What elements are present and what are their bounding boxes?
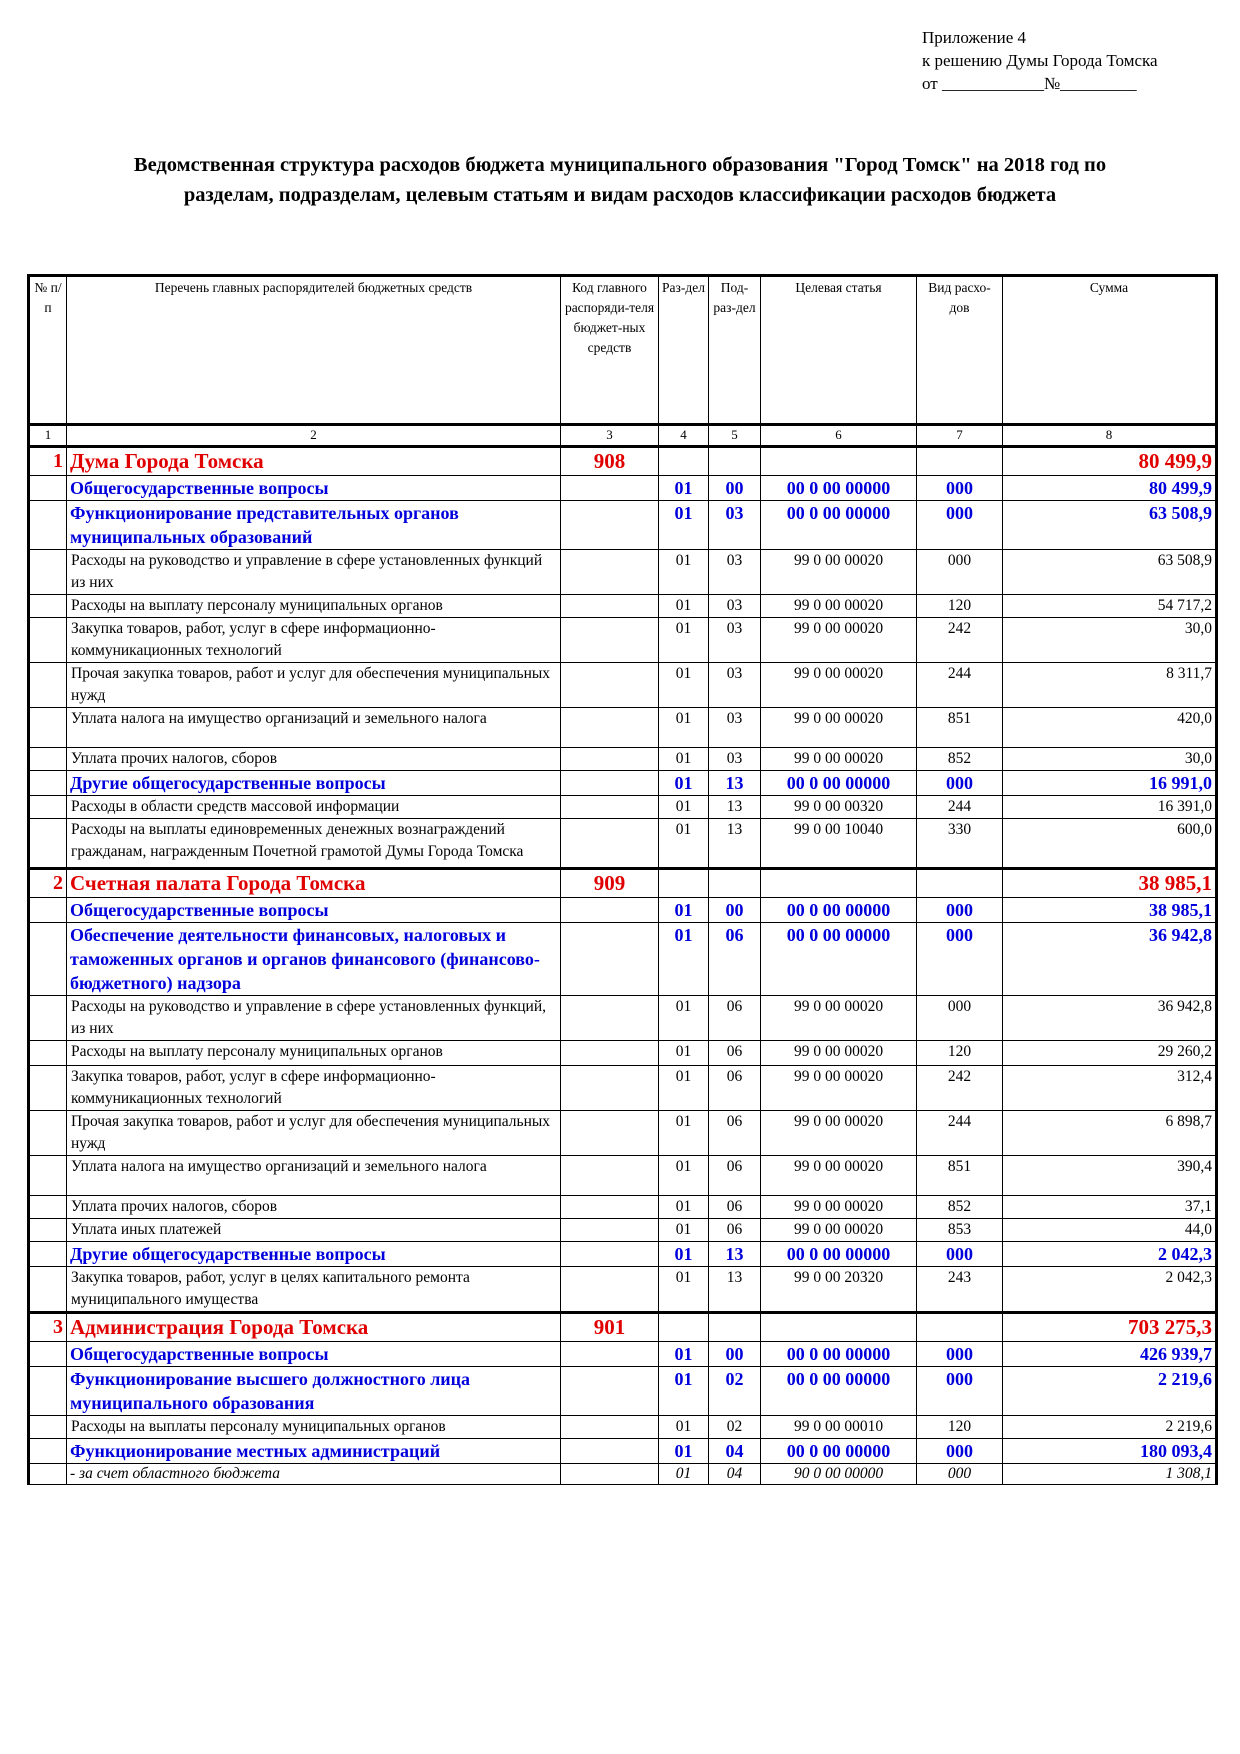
row-code bbox=[561, 1156, 659, 1196]
table-row-section bbox=[29, 1439, 1217, 1464]
row-razdel: 01 bbox=[659, 1439, 709, 1464]
row-code bbox=[561, 476, 659, 501]
row-razdel: 01 bbox=[659, 595, 709, 618]
table-row bbox=[29, 1066, 1217, 1111]
row-razdel: 01 bbox=[659, 550, 709, 595]
row-vid: 000 bbox=[917, 550, 1003, 595]
row-code bbox=[561, 748, 659, 771]
row-name: Общегосударственные вопросы bbox=[67, 476, 561, 501]
table-body bbox=[29, 447, 1217, 1485]
row-razdel: 01 bbox=[659, 1342, 709, 1367]
row-vid: 853 bbox=[917, 1219, 1003, 1242]
row-num bbox=[29, 748, 67, 771]
header-sum: Сумма bbox=[1003, 276, 1217, 425]
row-article: 90 0 00 00000 bbox=[761, 1464, 917, 1485]
row-article: 00 0 00 00000 bbox=[761, 898, 917, 923]
row-name: Прочая закупка товаров, работ и услуг для обеспечения муниципальных нужд bbox=[67, 663, 561, 708]
row-podrazdel: 06 bbox=[709, 1196, 761, 1219]
table-row-section bbox=[29, 923, 1217, 996]
row-num bbox=[29, 819, 67, 869]
row-num bbox=[29, 923, 67, 996]
row-num bbox=[29, 1219, 67, 1242]
row-podrazdel: 00 bbox=[709, 898, 761, 923]
row-podrazdel: 04 bbox=[709, 1439, 761, 1464]
row-num bbox=[29, 1242, 67, 1267]
row-podrazdel: 03 bbox=[709, 663, 761, 708]
table-row bbox=[29, 708, 1217, 748]
row-sum: 29 260,2 bbox=[1003, 1041, 1217, 1066]
table-row bbox=[29, 1156, 1217, 1196]
row-vid: 244 bbox=[917, 796, 1003, 819]
row-vid: 242 bbox=[917, 618, 1003, 663]
row-code: 909 bbox=[561, 869, 659, 898]
row-podrazdel: 06 bbox=[709, 1111, 761, 1156]
table-row bbox=[29, 996, 1217, 1041]
row-article: 99 0 00 00020 bbox=[761, 1196, 917, 1219]
appendix-line-1: Приложение 4 bbox=[922, 28, 1026, 47]
row-name: Расходы на руководство и управление в сфере установленных функций, из них bbox=[67, 996, 561, 1041]
row-sum: 44,0 bbox=[1003, 1219, 1217, 1242]
row-razdel bbox=[659, 447, 709, 476]
row-razdel: 01 bbox=[659, 748, 709, 771]
row-podrazdel: 02 bbox=[709, 1367, 761, 1416]
row-code bbox=[561, 501, 659, 550]
row-razdel: 01 bbox=[659, 1066, 709, 1111]
row-podrazdel: 13 bbox=[709, 819, 761, 869]
table-row bbox=[29, 1111, 1217, 1156]
row-vid bbox=[917, 447, 1003, 476]
row-name: Уплата прочих налогов, сборов bbox=[67, 1196, 561, 1219]
row-sum: 16 991,0 bbox=[1003, 771, 1217, 796]
row-num bbox=[29, 1066, 67, 1111]
row-podrazdel bbox=[709, 869, 761, 898]
row-razdel: 01 bbox=[659, 771, 709, 796]
row-num bbox=[29, 1041, 67, 1066]
row-sum: 312,4 bbox=[1003, 1066, 1217, 1111]
col-number: 3 bbox=[561, 425, 659, 447]
row-code bbox=[561, 898, 659, 923]
row-podrazdel: 06 bbox=[709, 1156, 761, 1196]
row-article: 00 0 00 00000 bbox=[761, 923, 917, 996]
table-row bbox=[29, 550, 1217, 595]
row-name: Уплата налога на имущество организаций и земельного налога bbox=[67, 708, 561, 748]
table-row-section bbox=[29, 898, 1217, 923]
row-code bbox=[561, 1342, 659, 1367]
row-podrazdel: 04 bbox=[709, 1464, 761, 1485]
row-sum: 38 985,1 bbox=[1003, 869, 1217, 898]
table-row bbox=[29, 1464, 1217, 1485]
row-podrazdel: 06 bbox=[709, 923, 761, 996]
row-name: Уплата иных платежей bbox=[67, 1219, 561, 1242]
row-vid bbox=[917, 869, 1003, 898]
row-code bbox=[561, 1464, 659, 1485]
row-razdel: 01 bbox=[659, 1196, 709, 1219]
row-num bbox=[29, 1156, 67, 1196]
row-podrazdel: 06 bbox=[709, 1066, 761, 1111]
appendix-line-2: к решению Думы Города Томска bbox=[922, 51, 1158, 70]
header-num: № п/п bbox=[29, 276, 67, 425]
row-code bbox=[561, 796, 659, 819]
table-row bbox=[29, 1196, 1217, 1219]
row-vid: 000 bbox=[917, 771, 1003, 796]
row-article: 99 0 00 00020 bbox=[761, 1066, 917, 1111]
row-name: Расходы на выплаты единовременных денежных вознаграждений гражданам, награжденным Почетной грамотой Думы Города Томска bbox=[67, 819, 561, 869]
row-razdel: 01 bbox=[659, 1111, 709, 1156]
row-num bbox=[29, 771, 67, 796]
row-article: 99 0 00 00020 bbox=[761, 1041, 917, 1066]
row-name: Общегосударственные вопросы bbox=[67, 1342, 561, 1367]
table-row-section bbox=[29, 771, 1217, 796]
row-vid: 852 bbox=[917, 1196, 1003, 1219]
row-code bbox=[561, 1111, 659, 1156]
row-name: Обеспечение деятельности финансовых, налоговых и таможенных органов и органов финансового (финансово-бюджетного) надзора bbox=[67, 923, 561, 996]
row-name: Дума Города Томска bbox=[67, 447, 561, 476]
row-vid: 330 bbox=[917, 819, 1003, 869]
row-sum: 390,4 bbox=[1003, 1156, 1217, 1196]
row-sum: 2 042,3 bbox=[1003, 1242, 1217, 1267]
row-vid: 242 bbox=[917, 1066, 1003, 1111]
row-code bbox=[561, 1267, 659, 1313]
row-name: Закупка товаров, работ, услуг в сфере информационно-коммуникационных технологий bbox=[67, 618, 561, 663]
col-number: 2 bbox=[67, 425, 561, 447]
row-podrazdel: 00 bbox=[709, 1342, 761, 1367]
row-article: 99 0 00 00020 bbox=[761, 996, 917, 1041]
row-article: 99 0 00 00020 bbox=[761, 1156, 917, 1196]
row-sum: 8 311,7 bbox=[1003, 663, 1217, 708]
row-podrazdel: 02 bbox=[709, 1416, 761, 1439]
row-razdel: 01 bbox=[659, 996, 709, 1041]
table-row bbox=[29, 819, 1217, 869]
row-code bbox=[561, 595, 659, 618]
row-vid: 243 bbox=[917, 1267, 1003, 1313]
row-code bbox=[561, 1416, 659, 1439]
row-razdel: 01 bbox=[659, 1367, 709, 1416]
row-podrazdel: 03 bbox=[709, 748, 761, 771]
row-razdel bbox=[659, 869, 709, 898]
header-row bbox=[29, 276, 1217, 425]
row-code bbox=[561, 1242, 659, 1267]
row-vid: 244 bbox=[917, 1111, 1003, 1156]
header-podrazdel: Под-раз-дел bbox=[709, 276, 761, 425]
column-number-row bbox=[29, 425, 1217, 447]
row-vid: 000 bbox=[917, 1242, 1003, 1267]
table-row bbox=[29, 796, 1217, 819]
row-podrazdel: 00 bbox=[709, 476, 761, 501]
row-razdel: 01 bbox=[659, 923, 709, 996]
row-code bbox=[561, 819, 659, 869]
row-num bbox=[29, 663, 67, 708]
table-row-organization bbox=[29, 869, 1217, 898]
row-code bbox=[561, 771, 659, 796]
row-name: Функционирование представительных органов муниципальных образований bbox=[67, 501, 561, 550]
row-article: 99 0 00 00320 bbox=[761, 796, 917, 819]
row-article: 99 0 00 20320 bbox=[761, 1267, 917, 1313]
row-sum: 63 508,9 bbox=[1003, 550, 1217, 595]
row-code bbox=[561, 1367, 659, 1416]
row-article: 99 0 00 00020 bbox=[761, 663, 917, 708]
row-article: 00 0 00 00000 bbox=[761, 1242, 917, 1267]
row-article: 99 0 00 00020 bbox=[761, 748, 917, 771]
row-name: Расходы в области средств массовой информации bbox=[67, 796, 561, 819]
row-name: Другие общегосударственные вопросы bbox=[67, 771, 561, 796]
row-vid: 000 bbox=[917, 1342, 1003, 1367]
row-sum: 38 985,1 bbox=[1003, 898, 1217, 923]
row-vid: 000 bbox=[917, 501, 1003, 550]
col-number: 6 bbox=[761, 425, 917, 447]
row-razdel: 01 bbox=[659, 898, 709, 923]
row-vid: 000 bbox=[917, 476, 1003, 501]
row-sum: 2 042,3 bbox=[1003, 1267, 1217, 1313]
col-number: 8 bbox=[1003, 425, 1217, 447]
row-num: 3 bbox=[29, 1313, 67, 1342]
row-num: 2 bbox=[29, 869, 67, 898]
row-sum: 2 219,6 bbox=[1003, 1416, 1217, 1439]
row-vid: 000 bbox=[917, 923, 1003, 996]
row-vid: 000 bbox=[917, 1439, 1003, 1464]
row-name: Администрация Города Томска bbox=[67, 1313, 561, 1342]
row-article: 00 0 00 00000 bbox=[761, 1367, 917, 1416]
row-sum: 1 308,1 bbox=[1003, 1464, 1217, 1485]
row-podrazdel: 03 bbox=[709, 595, 761, 618]
row-code: 908 bbox=[561, 447, 659, 476]
row-sum: 2 219,6 bbox=[1003, 1367, 1217, 1416]
row-article: 99 0 00 10040 bbox=[761, 819, 917, 869]
row-razdel: 01 bbox=[659, 1156, 709, 1196]
row-code bbox=[561, 1439, 659, 1464]
row-vid: 851 bbox=[917, 1156, 1003, 1196]
row-num bbox=[29, 1464, 67, 1485]
row-vid: 000 bbox=[917, 996, 1003, 1041]
row-name: Счетная палата Города Томска bbox=[67, 869, 561, 898]
row-podrazdel: 03 bbox=[709, 501, 761, 550]
table-row bbox=[29, 1416, 1217, 1439]
col-number: 7 bbox=[917, 425, 1003, 447]
row-article: 00 0 00 00000 bbox=[761, 501, 917, 550]
table-row-organization bbox=[29, 1313, 1217, 1342]
table-row bbox=[29, 663, 1217, 708]
row-razdel: 01 bbox=[659, 1416, 709, 1439]
row-vid: 120 bbox=[917, 1416, 1003, 1439]
row-code bbox=[561, 1196, 659, 1219]
row-razdel: 01 bbox=[659, 819, 709, 869]
col-number: 4 bbox=[659, 425, 709, 447]
row-num bbox=[29, 1367, 67, 1416]
row-num bbox=[29, 708, 67, 748]
row-article bbox=[761, 1313, 917, 1342]
row-podrazdel: 13 bbox=[709, 796, 761, 819]
row-podrazdel: 03 bbox=[709, 550, 761, 595]
row-num bbox=[29, 898, 67, 923]
row-num bbox=[29, 1196, 67, 1219]
row-article bbox=[761, 447, 917, 476]
row-podrazdel: 03 bbox=[709, 708, 761, 748]
row-name: Расходы на выплату персоналу муниципальных органов bbox=[67, 1041, 561, 1066]
row-vid: 851 bbox=[917, 708, 1003, 748]
row-razdel: 01 bbox=[659, 501, 709, 550]
row-vid: 120 bbox=[917, 1041, 1003, 1066]
appendix-line-3: от ____________№_________ bbox=[922, 74, 1137, 93]
row-razdel: 01 bbox=[659, 1464, 709, 1485]
row-vid: 244 bbox=[917, 663, 1003, 708]
row-num bbox=[29, 550, 67, 595]
row-podrazdel bbox=[709, 447, 761, 476]
row-razdel: 01 bbox=[659, 1242, 709, 1267]
col-number: 1 bbox=[29, 425, 67, 447]
row-sum: 600,0 bbox=[1003, 819, 1217, 869]
row-podrazdel bbox=[709, 1313, 761, 1342]
row-vid: 000 bbox=[917, 1367, 1003, 1416]
row-name: Общегосударственные вопросы bbox=[67, 898, 561, 923]
header-razdel: Раз-дел bbox=[659, 276, 709, 425]
row-num bbox=[29, 1111, 67, 1156]
row-article bbox=[761, 869, 917, 898]
budget-table bbox=[27, 274, 1218, 1485]
row-name: Уплата прочих налогов, сборов bbox=[67, 748, 561, 771]
row-sum: 36 942,8 bbox=[1003, 996, 1217, 1041]
row-sum: 80 499,9 bbox=[1003, 476, 1217, 501]
row-article: 99 0 00 00020 bbox=[761, 1111, 917, 1156]
row-name: - за счет областного бюджета bbox=[67, 1464, 561, 1485]
row-code bbox=[561, 996, 659, 1041]
row-name: Расходы на выплату персоналу муниципальных органов bbox=[67, 595, 561, 618]
row-article: 99 0 00 00020 bbox=[761, 1219, 917, 1242]
row-num bbox=[29, 1267, 67, 1313]
row-name: Уплата налога на имущество организаций и земельного налога bbox=[67, 1156, 561, 1196]
row-article: 99 0 00 00010 bbox=[761, 1416, 917, 1439]
header-code: Код главного распоряди-теля бюджет-ных средств bbox=[561, 276, 659, 425]
row-sum: 36 942,8 bbox=[1003, 923, 1217, 996]
row-sum: 30,0 bbox=[1003, 618, 1217, 663]
row-sum: 54 717,2 bbox=[1003, 595, 1217, 618]
row-podrazdel: 03 bbox=[709, 618, 761, 663]
row-article: 00 0 00 00000 bbox=[761, 1439, 917, 1464]
row-podrazdel: 13 bbox=[709, 771, 761, 796]
table-row bbox=[29, 1267, 1217, 1313]
row-num: 1 bbox=[29, 447, 67, 476]
row-vid: 000 bbox=[917, 898, 1003, 923]
table-row bbox=[29, 1219, 1217, 1242]
row-razdel: 01 bbox=[659, 1041, 709, 1066]
table-row-section bbox=[29, 1367, 1217, 1416]
row-vid: 000 bbox=[917, 1464, 1003, 1485]
row-razdel bbox=[659, 1313, 709, 1342]
row-name: Другие общегосударственные вопросы bbox=[67, 1242, 561, 1267]
row-num bbox=[29, 996, 67, 1041]
header-name: Перечень главных распорядителей бюджетных средств bbox=[67, 276, 561, 425]
row-num bbox=[29, 618, 67, 663]
row-name: Функционирование высшего должностного лица муниципального образования bbox=[67, 1367, 561, 1416]
row-vid: 852 bbox=[917, 748, 1003, 771]
row-article: 00 0 00 00000 bbox=[761, 1342, 917, 1367]
row-sum: 420,0 bbox=[1003, 708, 1217, 748]
row-code bbox=[561, 550, 659, 595]
row-article: 00 0 00 00000 bbox=[761, 771, 917, 796]
row-num bbox=[29, 1439, 67, 1464]
row-razdel: 01 bbox=[659, 796, 709, 819]
row-code bbox=[561, 923, 659, 996]
row-article: 99 0 00 00020 bbox=[761, 708, 917, 748]
row-razdel: 01 bbox=[659, 663, 709, 708]
row-sum: 63 508,9 bbox=[1003, 501, 1217, 550]
table-row-section bbox=[29, 1242, 1217, 1267]
row-name: Функционирование местных администраций bbox=[67, 1439, 561, 1464]
header-article: Целевая статья bbox=[761, 276, 917, 425]
table-row-section bbox=[29, 501, 1217, 550]
row-num bbox=[29, 1416, 67, 1439]
col-number: 5 bbox=[709, 425, 761, 447]
row-code bbox=[561, 1066, 659, 1111]
row-code bbox=[561, 663, 659, 708]
row-sum: 37,1 bbox=[1003, 1196, 1217, 1219]
table-row bbox=[29, 1041, 1217, 1066]
row-name: Закупка товаров, работ, услуг в целях капитального ремонта муниципального имущества bbox=[67, 1267, 561, 1313]
row-podrazdel: 06 bbox=[709, 1219, 761, 1242]
appendix-block bbox=[922, 26, 1158, 95]
table-row bbox=[29, 595, 1217, 618]
row-vid: 120 bbox=[917, 595, 1003, 618]
row-sum: 426 939,7 bbox=[1003, 1342, 1217, 1367]
row-razdel: 01 bbox=[659, 476, 709, 501]
row-num bbox=[29, 595, 67, 618]
row-article: 99 0 00 00020 bbox=[761, 550, 917, 595]
row-name: Расходы на выплаты персоналу муниципальных органов bbox=[67, 1416, 561, 1439]
row-razdel: 01 bbox=[659, 708, 709, 748]
row-name: Расходы на руководство и управление в сфере установленных функций из них bbox=[67, 550, 561, 595]
row-sum: 703 275,3 bbox=[1003, 1313, 1217, 1342]
row-sum: 80 499,9 bbox=[1003, 447, 1217, 476]
row-podrazdel: 13 bbox=[709, 1242, 761, 1267]
row-name: Прочая закупка товаров, работ и услуг для обеспечения муниципальных нужд bbox=[67, 1111, 561, 1156]
row-article: 00 0 00 00000 bbox=[761, 476, 917, 501]
row-code: 901 bbox=[561, 1313, 659, 1342]
row-razdel: 01 bbox=[659, 1267, 709, 1313]
row-razdel: 01 bbox=[659, 618, 709, 663]
table-row-section bbox=[29, 1342, 1217, 1367]
document-title bbox=[40, 150, 1200, 210]
row-podrazdel: 13 bbox=[709, 1267, 761, 1313]
title-line-1: Ведомственная структура расходов бюджета муниципального образования "Город Томск" на 2018 год по bbox=[133, 154, 1107, 176]
row-code bbox=[561, 1219, 659, 1242]
row-code bbox=[561, 708, 659, 748]
title-line-2: разделам, подразделам, целевым статьям и видам расходов классификации расходов бюджета bbox=[183, 184, 1057, 206]
row-sum: 30,0 bbox=[1003, 748, 1217, 771]
header-vid: Вид расхо-дов bbox=[917, 276, 1003, 425]
table-row-section bbox=[29, 476, 1217, 501]
table-row bbox=[29, 618, 1217, 663]
row-article: 99 0 00 00020 bbox=[761, 618, 917, 663]
row-podrazdel: 06 bbox=[709, 996, 761, 1041]
row-sum: 180 093,4 bbox=[1003, 1439, 1217, 1464]
row-code bbox=[561, 618, 659, 663]
row-vid bbox=[917, 1313, 1003, 1342]
row-num bbox=[29, 501, 67, 550]
row-sum: 6 898,7 bbox=[1003, 1111, 1217, 1156]
row-article: 99 0 00 00020 bbox=[761, 595, 917, 618]
row-num bbox=[29, 1342, 67, 1367]
row-name: Закупка товаров, работ, услуг в сфере информационно-коммуникационных технологий bbox=[67, 1066, 561, 1111]
table-row-organization bbox=[29, 447, 1217, 476]
row-num bbox=[29, 476, 67, 501]
row-podrazdel: 06 bbox=[709, 1041, 761, 1066]
table-row bbox=[29, 748, 1217, 771]
row-num bbox=[29, 796, 67, 819]
row-code bbox=[561, 1041, 659, 1066]
row-razdel: 01 bbox=[659, 1219, 709, 1242]
row-sum: 16 391,0 bbox=[1003, 796, 1217, 819]
